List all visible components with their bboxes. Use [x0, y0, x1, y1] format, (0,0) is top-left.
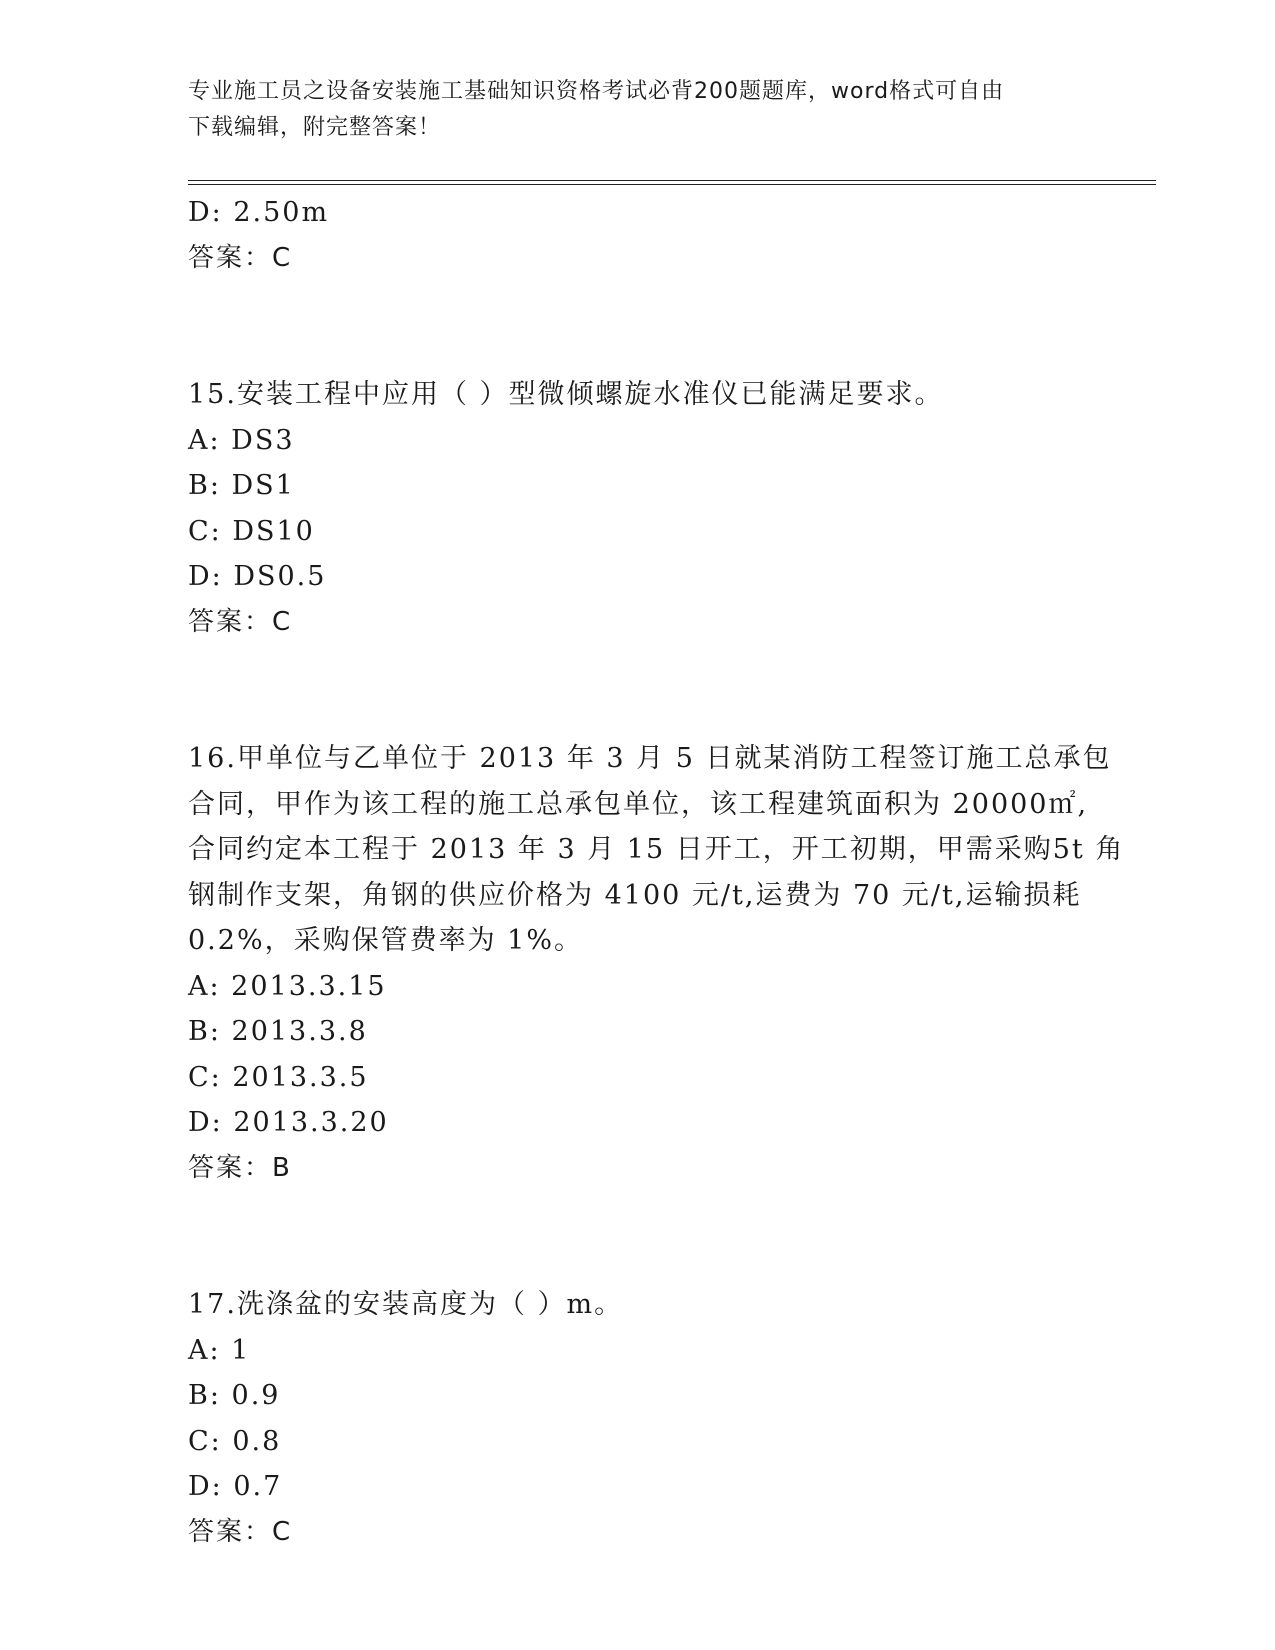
option-a: A: DS3	[188, 424, 295, 456]
question-15	[188, 372, 1088, 645]
option-d: D: 2013.3.20	[188, 1107, 389, 1138]
option-c: C: 2013.3.5	[188, 1061, 369, 1093]
question-stem-line-1: 16.甲单位与乙单位于 2013 年 3 月 5 日就某消防工程签订施工总承包	[188, 743, 1112, 774]
question-stem-line-4: 钢制作支架，角钢的供应价格为 4100 元/t,运费为 70 元/t,运输损耗	[188, 879, 1082, 911]
question-16	[188, 736, 1125, 1191]
option-a: A: 2013.3.15	[188, 970, 387, 1002]
question-17	[188, 1282, 1088, 1555]
header-line-2: 下载编辑，附完整答案！	[188, 115, 442, 140]
option-b: B: 2013.3.8	[188, 1016, 368, 1047]
option-b: B: 0.9	[188, 1380, 281, 1411]
option-a: A: 1	[188, 1334, 251, 1366]
answer: 答案：B	[188, 1152, 292, 1183]
option-b: B: DS1	[188, 470, 295, 501]
answer: 答案：C	[188, 242, 293, 273]
header-line-1: 专业施工员之设备安装施工基础知识资格考试必背200题题库，word格式可自由	[188, 79, 1005, 104]
question-stem: 17.洗涤盆的安装高度为（ ）m。	[188, 1289, 624, 1320]
question-14-tail	[188, 190, 1088, 281]
option-c: C: DS10	[188, 515, 315, 547]
option-d: D: DS0.5	[188, 561, 327, 592]
question-stem-line-2: 合同，甲作为该工程的施工总承包单位，该工程建筑面积为 20000㎡,	[188, 788, 1089, 820]
question-stem: 15.安装工程中应用（ ）型微倾螺旋水准仪已能满足要求。	[188, 379, 944, 410]
option-d: D: 0.7	[188, 1471, 283, 1502]
header-divider-top	[188, 180, 1156, 181]
question-list	[188, 190, 1125, 1555]
option-c: C: 0.8	[188, 1425, 282, 1457]
option-d: D: 2.50m	[188, 197, 330, 228]
header-divider-bottom	[188, 184, 1156, 185]
spacer	[188, 645, 1088, 736]
spacer	[188, 1191, 1088, 1282]
answer: 答案：C	[188, 1516, 293, 1547]
question-stem-line-3: 合同约定本工程于 2013 年 3 月 15 日开工，开工初期，甲需采购5t 角	[188, 834, 1125, 865]
document-header	[188, 74, 1088, 146]
question-stem-line-5: 0.2%，采购保管费率为 1%。	[188, 925, 584, 956]
spacer	[188, 281, 1088, 372]
answer: 答案：C	[188, 606, 293, 637]
